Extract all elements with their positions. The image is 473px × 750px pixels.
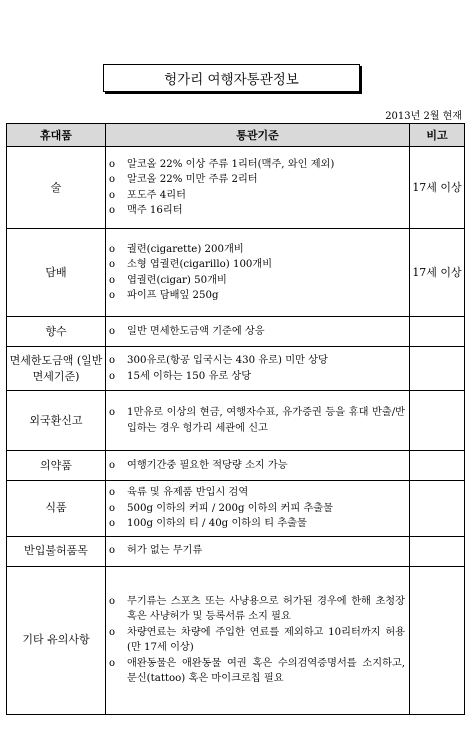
criteria-list (109, 405, 405, 436)
bullet-icon: o (109, 407, 116, 418)
bullet-icon: o (109, 290, 116, 301)
list-item (109, 242, 405, 258)
list-item (109, 324, 405, 340)
table-row (7, 566, 465, 714)
date-note: 2013년 2월 현재 (385, 111, 462, 122)
row-category: 외국환신고 (7, 391, 106, 451)
table-header-row (7, 124, 465, 147)
list-item (109, 188, 405, 204)
list-item (109, 203, 405, 219)
row-category: 의약품 (7, 451, 106, 481)
list-item (109, 625, 405, 656)
customs-info-table (6, 123, 465, 715)
header-criteria: 통관기준 (106, 124, 410, 147)
bullet-icon: o (109, 205, 116, 216)
document-title-box (103, 64, 360, 92)
row-note (410, 391, 465, 451)
bullet-icon: o (109, 259, 116, 270)
table-row (7, 317, 465, 347)
row-category: 식품 (7, 481, 106, 537)
list-item (109, 656, 405, 687)
table-row (7, 347, 465, 391)
row-criteria (106, 451, 410, 481)
list-item (109, 485, 405, 501)
list-item (109, 369, 405, 385)
row-category: 기타 유의사항 (7, 566, 106, 714)
list-item (109, 543, 405, 559)
bullet-icon: o (109, 487, 116, 498)
list-item (109, 157, 405, 173)
bullet-icon: o (109, 325, 116, 337)
list-item (109, 516, 405, 532)
row-criteria (106, 317, 410, 347)
bullet-icon: o (109, 502, 116, 514)
row-note: 17세 이상 (410, 229, 465, 317)
bullet-icon: o (109, 355, 116, 366)
row-criteria (106, 147, 410, 229)
criteria-list (109, 543, 405, 559)
row-criteria (106, 229, 410, 317)
item-text: 알코올 22% 미만 주류 2리터 (127, 174, 258, 185)
item-text: 15세 이하는 150 유로 상당 (127, 370, 252, 382)
row-category: 술 (7, 147, 106, 229)
list-item (109, 273, 405, 289)
list-item (109, 288, 405, 304)
criteria-list (109, 242, 405, 304)
list-item (109, 458, 405, 474)
criteria-list (109, 353, 405, 384)
row-note (410, 566, 465, 714)
bullet-icon: o (109, 370, 116, 382)
table-row (7, 481, 465, 537)
item-text: 육류 및 유제품 반입시 검역 (127, 487, 249, 498)
item-text: 궐련(cigarette) 200개비 (127, 243, 244, 255)
row-criteria (106, 566, 410, 714)
table-row (7, 147, 465, 229)
document-title: 헝가리 여행자통관정보 (164, 72, 299, 88)
bullet-icon: o (109, 545, 116, 557)
item-text: 맥주 16리터 (127, 205, 183, 216)
item-text: 파이프 담배잎 250g (127, 290, 219, 301)
table-row (7, 391, 465, 451)
table-row (7, 536, 465, 566)
item-text: 엽궐련(cigar) 50개비 (127, 274, 227, 286)
row-criteria (106, 347, 410, 391)
bullet-icon: o (109, 626, 116, 638)
list-item (109, 257, 405, 273)
list-item (109, 172, 405, 188)
bullet-icon: o (109, 189, 116, 201)
item-text: 무기류는 스포츠 또는 사냥용으로 허가된 경우에 한해 초청장 혹은 사냥허가 및 등록서류 소지 필요 (127, 595, 405, 622)
table-body (7, 147, 465, 715)
row-note (410, 451, 465, 481)
item-text: 일반 면세한도금액 기준에 상응 (127, 325, 265, 337)
header-item: 휴대품 (7, 124, 106, 147)
list-item (109, 594, 405, 625)
item-text: 알코올 22% 이상 주류 1리터(맥주, 와인 제외) (127, 158, 335, 170)
row-note (410, 347, 465, 391)
bullet-icon: o (109, 158, 116, 170)
row-criteria (106, 391, 410, 451)
table-row (7, 229, 465, 317)
bullet-icon: o (109, 595, 116, 607)
item-text: 포도주 4리터 (127, 189, 186, 201)
bullet-icon: o (109, 243, 116, 255)
item-text: 100g 이하의 티 / 40g 이하의 티 추출물 (127, 518, 307, 529)
criteria-list (109, 485, 405, 532)
table-row (7, 451, 465, 481)
bullet-icon: o (109, 459, 116, 471)
item-text: 차량연료는 차량에 주입한 연료를 제외하고 10리터까지 허용(만 17세 이상) (127, 626, 405, 653)
item-text: 여행기간중 필요한 적당량 소지 가능 (127, 459, 288, 471)
row-category: 향수 (7, 317, 106, 347)
criteria-list (109, 324, 405, 340)
header-note: 비고 (410, 124, 465, 147)
bullet-icon: o (109, 657, 116, 669)
criteria-list (109, 458, 405, 474)
row-note: 17세 이상 (410, 147, 465, 229)
item-text: 300유로(항공 입국시는 430 유로) 미만 상당 (127, 355, 328, 366)
item-text: 1만유로 이상의 현금, 여행자수표, 유가증권 등을 휴대 반출/반입하는 경우 헝가리 세관에 신고 (127, 407, 405, 434)
item-text: 500g 이하의 커피 / 200g 이하의 커피 추출물 (127, 502, 333, 514)
item-text: 소형 엽궐련(cigarillo) 100개비 (127, 259, 273, 270)
criteria-list (109, 157, 405, 219)
row-note (410, 481, 465, 537)
bullet-icon: o (109, 518, 116, 529)
list-item (109, 501, 405, 517)
row-criteria (106, 536, 410, 566)
row-note (410, 317, 465, 347)
list-item (109, 353, 405, 369)
row-category: 면세한도금액 (일반면세기준) (7, 347, 106, 391)
list-item (109, 405, 405, 436)
bullet-icon: o (109, 174, 116, 185)
row-criteria (106, 481, 410, 537)
item-text: 허가 없는 무기류 (127, 545, 203, 557)
criteria-list (109, 594, 405, 687)
bullet-icon: o (109, 274, 116, 286)
row-note (410, 536, 465, 566)
item-text: 애완동물은 애완동물 여권 혹은 수의검역증명서를 소지하고, 문신(tattoo) 혹은 마이크로칩 필요 (127, 657, 405, 684)
row-category: 담배 (7, 229, 106, 317)
row-category: 반입불허품목 (7, 536, 106, 566)
